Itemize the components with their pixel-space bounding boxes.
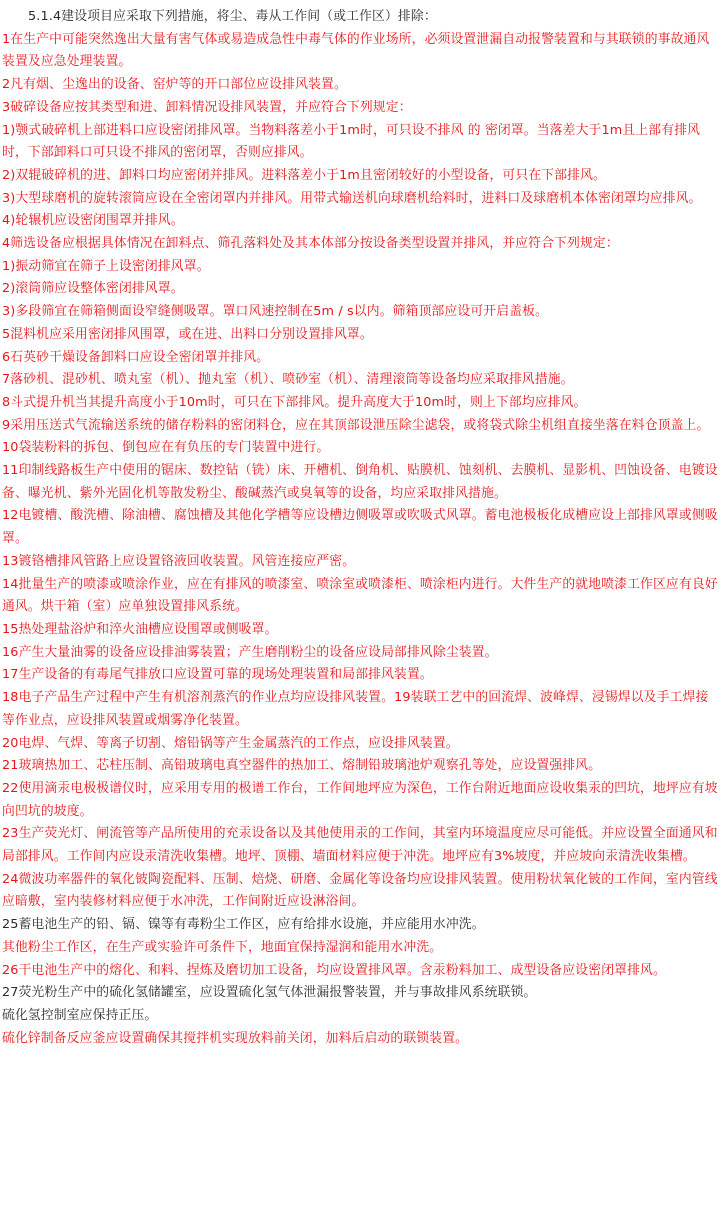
paragraph: 3)大型球磨机的旋转滚筒应设在全密闭罩内并排风。用带式输送机向球磨机给料时，进料口及球磨机本体密闭罩均应排风。 [2,190,702,206]
paragraph: 26干电池生产中的熔化、和料、捏炼及磨切加工设备，均应设置排风罩。含汞粉料加工、成型设备应设密闭罩排风。 [2,962,666,978]
paragraph: 20电焊、气焊、等离子切割、熔铅锅等产生金属蒸汽的工作点，应设排风装置。 [2,735,459,751]
paragraph: 2凡有烟、尘逸出的设备、窑炉等的开口部位应设排风装置。 [2,77,347,93]
paragraph: 10袋装粉料的拆包、倒包应在有负压的专门装置中进行。 [2,440,330,456]
paragraph: 7落砂机、混砂机、喷丸室（机）、抛丸室（机）、喷砂室（机）、清理滚筒等设备均应采取排风措施。 [2,372,574,388]
paragraph: 11印制线路板生产中使用的锯床、数控钻（铣）床、开槽机、倒角机、贴膜机、蚀刻机、去膜机、显影机、凹蚀设备、电镀设备、曝光机、紫外光固化机等散发粉尘、酸碱蒸汽或臭氧等的设备，均应采取排风措施。 [2,463,718,501]
paragraph: 16产生大量油雾的设备应设排油雾装置；产生磨削粉尘的设备应设局部排风除尘装置。 [2,644,498,660]
paragraph: 硫化锌制备反应釜应设置确保其搅拌机实现放料前关闭，加料后启动的联锁装置。 [2,1030,469,1046]
paragraph: 15热处理盐浴炉和淬火油槽应设围罩或侧吸罩。 [2,621,278,637]
paragraph: 27荧光粉生产中的硫化氢储罐室，应设置硫化氢气体泄漏报警装置，并与事故排风系统联锁。 [2,985,537,1001]
paragraph: 18电子产品生产过程中产生有机溶剂蒸汽的作业点均应设排风装置。19装联工艺中的回流焊、波峰焊、浸锡焊以及手工焊接等作业点，应设排风装置或烟雾净化装置。 [2,690,709,728]
paragraph: 1)颚式破碎机上部进料口应设密闭排风罩。当物料落差小于1m时，可只设不排风 的 密闭罩。当落差大于1m且上部有排风时，下部卸料口可只设不排风的密闭罩，否则应排风。 [2,122,701,161]
paragraph: 13镀铬槽排风管路上应设置铬液回收装置。风管连接应严密。 [2,553,356,569]
section-heading: 5.1.4建设项目应采取下列措施，将尘、毒从工作间（或工作区）排除： [28,9,437,24]
paragraph: 25蓄电池生产的铅、镉、镍等有毒粉尘工作区，应有给排水设施，并应能用水冲洗。 [2,917,485,933]
paragraph: 3)多段筛宜在筛箱侧面设窄缝侧吸罩。罩口风速控制在5m / s以内。筛箱顶部应设可开启盖板。 [2,304,549,320]
paragraph: 23生产荧光灯、闸流管等产品所使用的充汞设备以及其他使用汞的工作间，其室内环境温度应尽可能低。并应设置全面通风和局部排风。工作间内应设汞清洗收集槽。地坪、顶棚、墙面材料应便于冲洗。地坪应有3%坡度，并应坡向汞清洗收集槽。 [2,826,718,865]
paragraph: 3破碎设备应按其类型和进、卸料情况设排风装置，并应符合下列规定： [2,99,412,115]
paragraph: 12电镀槽、酸洗槽、除油槽、腐蚀槽及其他化学槽等应设槽边侧吸罩或吹吸式风罩。蓄电池极板化成槽应设上部排风罩或侧吸罩。 [2,508,718,547]
paragraph: 2)滚筒筛应设整体密闭排风罩。 [2,281,184,297]
paragraph: 6石英砂干燥设备卸料口应设全密闭罩并排风。 [2,349,270,365]
paragraph: 硫化氢控制室应保持正压。 [2,1007,158,1023]
paragraph: 其他粉尘工作区，在生产或实验许可条件下，地面宜保持湿润和能用水冲洗。 [2,939,443,955]
paragraph: 5混料机应采用密闭排风围罩，或在进、出料口分别设置排风罩。 [2,326,373,342]
paragraph: 17生产设备的有毒尾气排放口应设置可靠的现场处理装置和局部排风装置。 [2,667,433,683]
paragraph: 2)双辊破碎机的进、卸料口均应密闭并排风。进料落差小于1m且密闭较好的小型设备，可只在下部排风。 [2,167,607,183]
paragraph: 21玻璃热加工、芯柱压制、高铅玻璃电真空器件的热加工、熔制铅玻璃池炉观察孔等处，应设置强排风。 [2,758,602,774]
paragraph: 1)振动筛宜在筛子上设密闭排风罩。 [2,258,210,274]
paragraph: 9采用压送式气流输送系统的储存粉料的密闭料仓，应在其顶部设泄压除尘滤袋，或将袋式除尘机组直接坐落在料仓顶盖上。 [2,417,710,433]
paragraph: 4筛选设备应根据具体情况在卸料点、筛孔落料处及其本体部分按设备类型设置并排风，并应符合下列规定： [2,236,619,252]
paragraph: 8斗式提升机当其提升高度小于10m时，可只在下部排风。提升高度大于10m时，则上下部均应排风。 [2,394,587,410]
paragraph: 22使用滴汞电极极谱仪时，应采用专用的极谱工作台，工作间地坪应为深色，工作台附近地面应设收集汞的凹坑，地坪应有坡向凹坑的坡度。 [2,780,718,819]
paragraph: 1在生产中可能突然逸出大量有害气体或易造成急性中毒气体的作业场所，必须设置泄漏自动报警装置和与其联锁的事故通风装置及应急处理装置。 [2,31,710,70]
paragraph: 4)轮辗机应设密闭围罩并排风。 [2,213,184,229]
paragraph: 24微波功率器件的氧化铍陶瓷配料、压制、焙烧、研磨、金属化等设备均应设排风装置。使用粉状氧化铍的工作间，室内管线应暗敷，室内装修材料应便于水冲洗，工作间附近应设淋浴间。 [2,871,718,910]
paragraph: 14批量生产的喷漆或喷涂作业，应在有排风的喷漆室、喷涂室或喷漆柜、喷涂柜内进行。大件生产的就地喷漆工作区应有良好通风。烘干箱（室）应单独设置排风系统。 [2,576,718,615]
